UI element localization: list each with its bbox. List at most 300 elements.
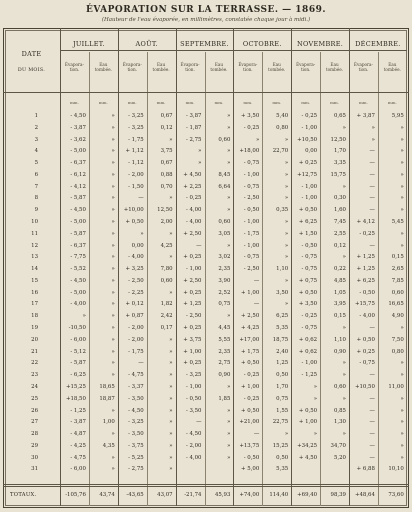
rainfall-cell: » — [400, 442, 404, 449]
evaporation-cell: - 0,50 — [301, 242, 318, 249]
evaporation-cell: - 0,50 — [185, 395, 202, 402]
rainfall-total: 114,40 — [269, 492, 289, 498]
rainfall-cell: » — [400, 207, 404, 214]
rainfall-cell: 5,20 — [333, 454, 346, 461]
rainfall-cell: » — [111, 207, 115, 214]
evaporation-cell: » — [198, 160, 202, 167]
day-number: 22 — [31, 360, 38, 367]
rainfall-cell: 3,05 — [218, 230, 231, 237]
unit-label: mm. — [243, 100, 253, 105]
evaporation-cell: - 3,50 — [128, 431, 144, 438]
evaporation-cell: » — [82, 313, 86, 320]
rainfall-cell: » — [284, 254, 289, 261]
rainfall-total: 45,93 — [214, 492, 231, 498]
rainfall-cell: » — [111, 148, 115, 155]
evaporation-cell: - 2,00 — [128, 336, 144, 343]
evaporation-cell: - 1,25 — [301, 372, 318, 379]
rainfall-cell: 0,80 — [391, 348, 404, 355]
day-number: 21 — [31, 348, 38, 355]
totals-rule — [3, 484, 409, 487]
month-header: AOÛT. — [135, 40, 158, 48]
evaporation-cell: + 3,50 — [241, 113, 260, 119]
rainfall-cell: 0,80 — [276, 124, 289, 131]
rainfall-cell: 22,75 — [272, 419, 289, 426]
evaporation-cell: » — [140, 230, 144, 237]
rainfall-cell: 1,70 — [333, 148, 346, 155]
rainfall-cell: » — [227, 442, 231, 449]
rainfall-cell: » — [400, 360, 404, 367]
evaporation-cell: +17,00 — [239, 336, 260, 343]
day-number: 19 — [31, 325, 38, 332]
evaporation-cell: +12,75 — [297, 171, 318, 178]
evaporation-cell: - 5,87 — [70, 230, 86, 237]
rainfall-cell: » — [284, 431, 289, 438]
rainfall-cell: 1,70 — [276, 383, 289, 390]
unit-label: mm. — [359, 100, 368, 105]
day-number: 5 — [34, 160, 38, 167]
evaporation-subheader: Évapora- tion. — [64, 62, 84, 72]
rainfall-cell: » — [111, 183, 115, 190]
evaporation-cell: - 4,00 — [70, 301, 86, 308]
evaporation-cell: + 1,00 — [241, 289, 260, 296]
rainfall-cell: » — [227, 195, 231, 202]
du-mois-header: DU MOIS. — [17, 68, 46, 73]
evaporation-cell: +15,25 — [65, 383, 86, 390]
evaporation-cell: + 1,12 — [125, 148, 144, 155]
evaporation-cell: - 4,00 — [185, 207, 202, 214]
evaporation-cell: -10,50 — [68, 325, 86, 332]
evaporation-cell: + 1,75 — [241, 348, 260, 355]
evaporation-cell: - 4,87 — [70, 431, 86, 438]
evaporation-cell: - 2,50 — [243, 266, 260, 273]
evaporation-cell: + 3,50 — [298, 301, 318, 308]
evaporation-total: +69,40 — [297, 492, 318, 498]
rainfall-cell: 1,00 — [102, 419, 115, 426]
day-number: 28 — [31, 431, 38, 438]
rainfall-cell: » — [342, 360, 346, 367]
evaporation-subheader: Évapora- tion. — [353, 62, 373, 72]
evaporation-cell: - 5,52 — [70, 266, 86, 273]
evaporation-cell: — — [369, 395, 375, 402]
rainfall-cell: » — [227, 407, 231, 414]
rainfall-cell: » — [169, 230, 173, 237]
evaporation-cell: - 0,25 — [301, 113, 318, 119]
evaporation-cell: +34,25 — [297, 442, 318, 449]
rainfall-cell: 7,85 — [391, 277, 404, 284]
unit-label: mm. — [214, 100, 224, 105]
evaporation-cell: — — [369, 148, 375, 155]
evaporation-subheader: Évapora- tion. — [122, 62, 142, 72]
unit-label: mm. — [272, 100, 282, 105]
evaporation-cell: + 0,62 — [298, 336, 318, 343]
unit-label: mm. — [70, 100, 79, 105]
evaporation-cell: » — [371, 124, 375, 131]
day-number: 14 — [31, 266, 38, 273]
evaporation-cell: + 1,50 — [298, 230, 318, 237]
day-number: 1 — [34, 113, 38, 119]
rainfall-cell: 4,85 — [333, 277, 346, 284]
evaporation-cell: - 3,25 — [185, 372, 202, 379]
evaporation-cell: - 4,00 — [185, 219, 202, 226]
evaporation-cell: — — [196, 419, 202, 426]
rainfall-cell: » — [111, 113, 115, 119]
evaporation-cell: +18,00 — [239, 148, 260, 155]
evaporation-cell: + 1,25 — [356, 266, 375, 273]
table-subtitle: (Hauteur de l'eau évaporée, en millimètres, constatée chaque jour à midi.) — [101, 17, 311, 23]
rainfall-cell: » — [169, 466, 173, 473]
evaporation-cell: + 0,87 — [125, 313, 144, 320]
evaporation-cell: + 2,50 — [183, 277, 202, 284]
evaporation-cell: » — [313, 383, 318, 390]
rainfall-cell: » — [111, 230, 115, 237]
rainfall-cell: » — [169, 195, 173, 202]
rainfall-cell: » — [111, 219, 115, 226]
rainfall-cell: » — [111, 348, 115, 355]
day-number: 4 — [34, 148, 38, 155]
rainfall-cell: » — [342, 124, 346, 131]
rainfall-cell: » — [400, 419, 404, 426]
evaporation-cell: + 4,50 — [183, 171, 202, 178]
evaporation-cell: + 0,25 — [183, 360, 202, 367]
rainfall-cell: 16,65 — [388, 301, 404, 308]
day-number: 16 — [31, 289, 38, 296]
rainfall-subheader: Eau tombée. — [94, 62, 112, 72]
rainfall-cell: » — [169, 372, 173, 379]
evaporation-cell: - 1,12 — [128, 160, 144, 167]
evaporation-subheader: Évapora- tion. — [296, 62, 316, 72]
table-title: ÉVAPORATION SUR LA TERRASSE. — 1869. — [86, 5, 326, 15]
evaporation-cell: - 0,25 — [359, 230, 375, 237]
evaporation-cell: - 2,25 — [128, 289, 144, 296]
evaporation-cell: - 0,75 — [301, 266, 318, 273]
rainfall-cell: 3,02 — [218, 254, 231, 261]
evaporation-total: -43,65 — [126, 492, 144, 498]
evaporation-cell: - 6,37 — [70, 160, 86, 167]
evaporation-cell: - 2,00 — [185, 442, 202, 449]
evaporation-cell: - 3,87 — [70, 124, 86, 131]
evaporation-cell: - 0,75 — [301, 254, 318, 261]
rainfall-cell: 7,80 — [160, 266, 173, 273]
evaporation-cell: + 0,12 — [125, 301, 144, 308]
evaporation-cell: - 1,00 — [185, 383, 202, 390]
evaporation-subheader: Évapora- tion. — [238, 62, 258, 72]
header-rule — [60, 50, 407, 51]
rainfall-cell: » — [169, 348, 173, 355]
subheader-rule — [3, 92, 409, 93]
rainfall-cell: 0,65 — [333, 113, 346, 119]
rainfall-cell: 6,64 — [218, 183, 231, 190]
evaporation-cell: — — [369, 372, 375, 379]
rainfall-cell: » — [169, 136, 173, 143]
evaporation-cell: — — [369, 242, 375, 249]
rainfall-cell: 1,30 — [333, 419, 346, 426]
evaporation-cell: - 5,00 — [70, 219, 86, 226]
rainfall-cell: » — [227, 431, 231, 438]
rainfall-cell: 34,70 — [330, 442, 346, 449]
evaporation-cell: — — [138, 195, 144, 202]
rainfall-cell: 5,95 — [391, 113, 404, 119]
rainfall-cell: » — [227, 383, 231, 390]
rainfall-cell: » — [400, 148, 404, 155]
month-header: NOVEMBRE. — [296, 40, 344, 48]
rainfall-cell: 7,45 — [333, 219, 346, 226]
evaporation-cell: - 2,00 — [128, 325, 144, 332]
evaporation-cell: + 0,25 — [183, 254, 202, 261]
evaporation-cell: - 4,00 — [359, 313, 375, 320]
rainfall-cell: » — [342, 372, 346, 379]
rainfall-cell: » — [227, 160, 231, 167]
rainfall-cell: » — [342, 254, 346, 261]
rainfall-cell: 2,00 — [160, 219, 173, 226]
day-number: 11 — [31, 230, 38, 237]
rainfall-cell: » — [111, 160, 115, 167]
rainfall-cell: » — [111, 301, 115, 308]
day-number: 6 — [34, 171, 38, 178]
evaporation-cell: + 5,00 — [241, 466, 260, 473]
evaporation-cell: - 1,00 — [301, 360, 318, 367]
rainfall-cell: » — [111, 466, 115, 473]
rainfall-cell: 0,60 — [160, 277, 173, 284]
rainfall-cell: » — [400, 407, 404, 414]
unit-label: mm. — [127, 100, 137, 105]
rainfall-cell: » — [169, 431, 173, 438]
rainfall-cell: » — [400, 431, 404, 438]
rainfall-cell: 3,35 — [333, 160, 346, 167]
evaporation-cell: + 3,25 — [125, 266, 144, 273]
evaporation-cell: - 2,00 — [128, 171, 144, 178]
rainfall-cell: 1,60 — [333, 207, 346, 214]
day-number: 24 — [31, 383, 38, 390]
rainfall-cell: 0,17 — [160, 325, 173, 332]
evaporation-cell: + 0,25 — [183, 325, 202, 332]
evaporation-cell: » — [198, 148, 202, 155]
rainfall-cell: 18,75 — [272, 336, 289, 343]
rainfall-cell: » — [111, 407, 115, 414]
rainfall-total: 43,74 — [99, 492, 115, 498]
rainfall-cell: » — [284, 277, 289, 284]
evaporation-cell: - 5,12 — [70, 348, 86, 355]
evaporation-cell: - 1,75 — [128, 136, 144, 143]
evaporation-cell: + 4,25 — [241, 325, 260, 332]
unit-label: mm. — [156, 100, 166, 105]
evaporation-cell: - 5,87 — [70, 195, 86, 202]
rainfall-cell: » — [169, 336, 173, 343]
evaporation-cell: +21,00 — [239, 419, 260, 426]
rainfall-cell: » — [284, 219, 289, 226]
day-number: 12 — [31, 242, 38, 249]
rainfall-cell: 8,45 — [218, 171, 231, 178]
rainfall-cell: » — [169, 419, 173, 426]
rainfall-cell: 18,65 — [99, 383, 115, 390]
evaporation-cell: + 0,50 — [298, 289, 318, 296]
evaporation-cell: - 1,87 — [185, 124, 202, 131]
rainfall-cell: 0,67 — [160, 113, 173, 119]
evaporation-cell: - 0,50 — [243, 454, 260, 461]
rainfall-cell: 0,15 — [391, 254, 404, 261]
evaporation-cell: » — [371, 136, 375, 143]
evaporation-cell: + 3,87 — [356, 113, 375, 119]
evaporation-cell: + 4,50 — [298, 454, 318, 461]
month-header: SEPTEMBRE. — [180, 40, 229, 48]
evaporation-cell: - 3,75 — [128, 442, 144, 449]
evaporation-cell: — — [196, 242, 202, 249]
evaporation-cell: - 4,12 — [70, 183, 86, 190]
rainfall-cell: » — [227, 148, 231, 155]
evaporation-cell: — — [369, 431, 375, 438]
evaporation-cell: + 3,75 — [183, 336, 202, 343]
rainfall-cell: » — [169, 383, 173, 390]
rainfall-cell: » — [111, 195, 115, 202]
rainfall-cell: 0,75 — [218, 301, 231, 308]
evaporation-cell: - 4,00 — [185, 454, 202, 461]
rainfall-cell: » — [284, 136, 289, 143]
rainfall-cell: 6,25 — [276, 313, 289, 320]
rainfall-cell: 7,50 — [391, 336, 404, 343]
unit-label: mm. — [330, 100, 339, 105]
evaporation-cell: +18,50 — [65, 395, 86, 402]
rainfall-cell: 0,50 — [276, 372, 289, 379]
evaporation-cell: - 3,25 — [128, 419, 144, 426]
evaporation-cell: + 0,50 — [125, 219, 144, 226]
evaporation-cell: - 0,75 — [301, 325, 318, 332]
rainfall-cell: » — [111, 360, 115, 367]
rainfall-cell: » — [284, 301, 289, 308]
rainfall-cell: » — [342, 431, 346, 438]
rainfall-cell: 10,10 — [388, 466, 404, 473]
rainfall-cell: » — [111, 242, 115, 249]
rainfall-cell: 0,60 — [391, 289, 404, 296]
rainfall-cell: 5,45 — [391, 219, 404, 226]
rainfall-cell: » — [111, 266, 115, 273]
rainfall-cell: 0,30 — [333, 195, 346, 202]
evaporation-cell: — — [369, 207, 375, 214]
rainfall-subheader: Eau tombée. — [325, 62, 344, 72]
evaporation-cell: + 0,62 — [298, 348, 318, 355]
evaporation-cell: - 2,50 — [128, 277, 144, 284]
evaporation-cell: - 0,75 — [359, 360, 375, 367]
evaporation-cell: » — [313, 431, 318, 438]
evaporation-cell: — — [369, 454, 375, 461]
rainfall-cell: » — [111, 277, 115, 284]
evaporation-total: +48,64 — [354, 492, 375, 498]
evaporation-cell: - 1,00 — [243, 219, 260, 226]
rainfall-cell: 2,42 — [160, 313, 173, 320]
rainfall-cell: 0,60 — [333, 383, 346, 390]
evaporation-cell: + 0,50 — [241, 360, 260, 367]
rainfall-cell: » — [342, 183, 346, 190]
rainfall-cell: » — [111, 136, 115, 143]
evaporation-cell: + 1,25 — [356, 254, 375, 261]
rainfall-cell: 4,35 — [102, 442, 115, 449]
evaporation-cell: + 0,75 — [298, 277, 318, 284]
evaporation-cell: 0,00 — [131, 242, 144, 249]
evaporation-cell: — — [369, 160, 375, 167]
evaporation-cell: - 3,50 — [128, 395, 144, 402]
evaporation-cell: - 2,75 — [128, 466, 144, 473]
rainfall-cell: 11,00 — [388, 383, 404, 390]
rainfall-cell: » — [111, 372, 115, 379]
rainfall-cell: 0,22 — [333, 266, 346, 273]
evaporation-cell: - 1,00 — [301, 195, 318, 202]
rainfall-cell: » — [227, 454, 231, 461]
rainfall-cell: 0,67 — [160, 160, 173, 167]
rainfall-cell: » — [284, 171, 289, 178]
rainfall-cell: » — [169, 360, 173, 367]
evaporation-cell: - 3,87 — [185, 113, 202, 119]
rainfall-cell: 22,70 — [272, 148, 289, 155]
rainfall-cell: 0,70 — [160, 183, 173, 190]
evaporation-cell: - 4,50 — [70, 277, 86, 284]
rainfall-cell: » — [169, 442, 173, 449]
day-number: 29 — [31, 442, 38, 449]
rainfall-cell: » — [169, 454, 173, 461]
evaporation-cell: — — [369, 325, 375, 332]
rainfall-cell: 0,90 — [333, 348, 346, 355]
day-number: 18 — [31, 313, 38, 320]
evaporation-cell: - 2,75 — [185, 136, 202, 143]
rainfall-cell: 5,40 — [276, 113, 289, 119]
rainfall-cell: 2,65 — [391, 266, 404, 273]
rainfall-cell: » — [400, 124, 404, 131]
rainfall-cell: 1,05 — [333, 289, 346, 296]
evaporation-cell: +13,75 — [239, 442, 260, 449]
evaporation-cell: - 3,50 — [185, 407, 202, 414]
rainfall-cell: » — [400, 372, 404, 379]
rainfall-cell: » — [111, 289, 115, 296]
rainfall-cell: » — [342, 395, 346, 402]
evaporation-cell: - 0,25 — [185, 195, 202, 202]
evaporation-cell: - 0,75 — [243, 254, 260, 261]
rainfall-total: 43,07 — [157, 492, 173, 498]
rainfall-cell: » — [169, 407, 173, 414]
rainfall-cell: » — [400, 195, 404, 202]
rainfall-cell: 12,50 — [157, 207, 173, 214]
day-number: 13 — [31, 254, 38, 261]
day-number: 17 — [31, 301, 38, 308]
evaporation-subheader: Évapora- tion. — [180, 62, 200, 72]
unit-label: mm. — [185, 100, 195, 105]
rainfall-cell: » — [227, 124, 231, 131]
rainfall-cell: 0,12 — [333, 242, 346, 249]
evaporation-cell: - 5,00 — [70, 148, 86, 155]
evaporation-cell: — — [369, 407, 375, 414]
rainfall-cell: 0,75 — [276, 395, 289, 402]
evaporation-cell: - 1,75 — [128, 348, 144, 355]
day-number: 26 — [31, 407, 38, 414]
evaporation-cell: + 0,25 — [183, 289, 202, 296]
rainfall-cell: » — [227, 207, 231, 214]
rainfall-cell: » — [400, 160, 404, 167]
evaporation-cell: + 1,00 — [298, 419, 318, 426]
day-number: 25 — [31, 395, 38, 402]
evaporation-cell: +10,50 — [354, 383, 375, 390]
evaporation-cell: - 2,50 — [243, 195, 260, 202]
rainfall-cell: 2,75 — [218, 360, 231, 367]
rainfall-cell: » — [227, 113, 231, 119]
evaporation-cell: - 1,00 — [243, 171, 260, 178]
evaporation-cell: - 4,50 — [128, 407, 144, 414]
rainfall-cell: » — [284, 160, 289, 167]
rainfall-cell: » — [111, 171, 115, 178]
month-header: JUILLET. — [72, 40, 105, 48]
evaporation-cell: - 6,00 — [70, 466, 86, 473]
evaporation-cell: - 3,37 — [128, 383, 144, 390]
rainfall-cell: » — [111, 431, 115, 438]
rainfall-total: 73,60 — [388, 492, 404, 498]
evaporation-cell: +15,75 — [354, 301, 375, 308]
day-number: 31 — [31, 466, 38, 473]
rainfall-cell: 12,50 — [330, 136, 346, 143]
